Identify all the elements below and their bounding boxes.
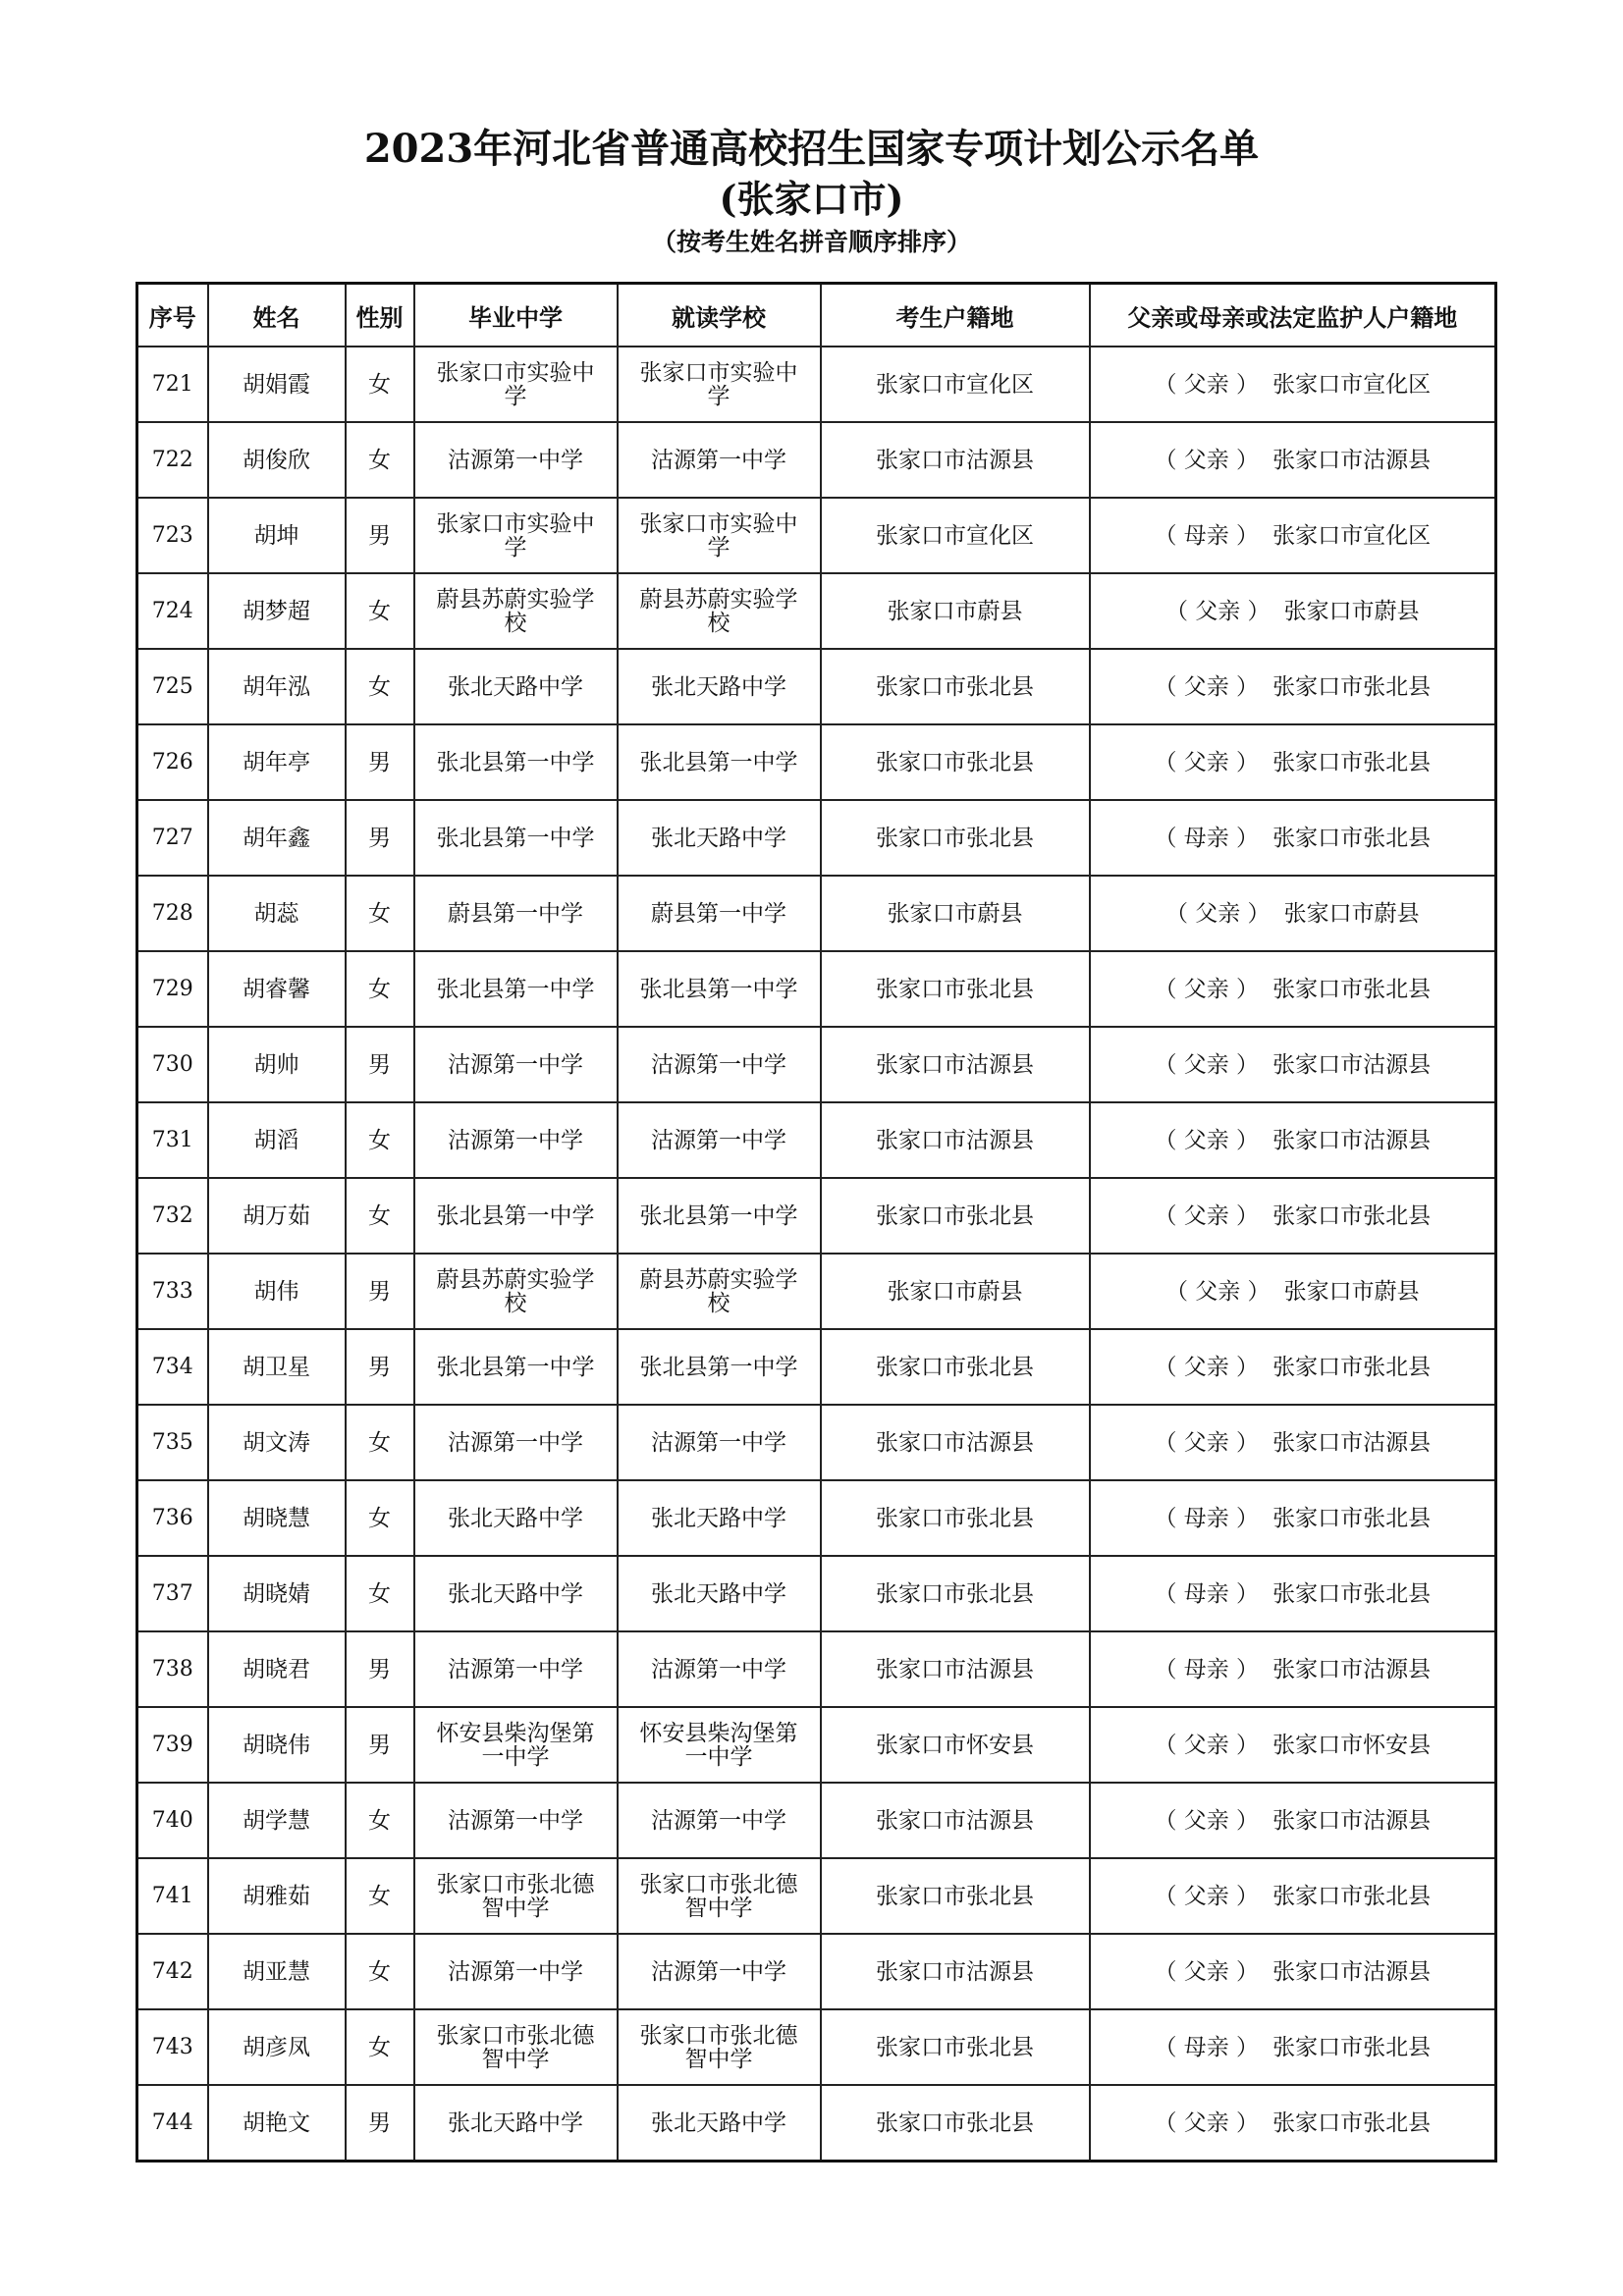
candidate-domicile: 张家口市沽源县 xyxy=(821,1783,1090,1858)
row-number: 740 xyxy=(137,1783,208,1858)
candidate-name: 胡雅茹 xyxy=(208,1858,346,1934)
graduation-school: 张北天路中学 xyxy=(414,2085,618,2162)
guardian-place: 张家口市沽源县 xyxy=(1272,1807,1432,1834)
guardian-relation: （ 父亲 ） xyxy=(1154,1051,1260,1078)
row-number: 729 xyxy=(137,951,208,1027)
current-school: 张北天路中学 xyxy=(618,2085,821,2162)
guardian-relation: （ 父亲 ） xyxy=(1154,749,1260,775)
candidate-name: 胡彦凤 xyxy=(208,2009,346,2085)
table-row xyxy=(137,1631,1496,1707)
guardian-domicile xyxy=(1090,1254,1496,1329)
guardian-domicile xyxy=(1090,422,1496,498)
guardian-place: 张家口市沽源县 xyxy=(1272,1958,1432,1985)
guardian-relation: （ 父亲 ） xyxy=(1154,371,1260,398)
current-school: 张北天路中学 xyxy=(618,649,821,724)
row-number: 743 xyxy=(137,2009,208,2085)
candidate-gender: 男 xyxy=(346,1254,414,1329)
candidate-gender: 女 xyxy=(346,1405,414,1480)
sort-note: （按考生姓名拼音顺序排序） xyxy=(651,228,971,256)
candidate-gender: 男 xyxy=(346,1027,414,1102)
graduation-school: 蔚县第一中学 xyxy=(414,876,618,951)
candidate-name: 胡文涛 xyxy=(208,1405,346,1480)
candidate-gender: 女 xyxy=(346,1102,414,1178)
table-row xyxy=(137,649,1496,724)
current-school: 蔚县苏蔚实验学校 xyxy=(618,573,821,649)
row-number: 744 xyxy=(137,2085,208,2162)
graduation-school: 张北天路中学 xyxy=(414,1556,618,1631)
row-number: 735 xyxy=(137,1405,208,1480)
graduation-school: 张家口市张北德智中学 xyxy=(414,1858,618,1934)
guardian-place: 张家口市张北县 xyxy=(1272,2034,1432,2060)
candidate-name: 胡伟 xyxy=(208,1254,346,1329)
candidate-gender: 女 xyxy=(346,1480,414,1556)
guardian-place: 张家口市宣化区 xyxy=(1272,371,1432,398)
row-number: 724 xyxy=(137,573,208,649)
header-domicile: 考生户籍地 xyxy=(821,284,1090,347)
guardian-relation: （ 母亲 ） xyxy=(1154,1656,1260,1682)
candidate-domicile: 张家口市张北县 xyxy=(821,2085,1090,2162)
row-number: 736 xyxy=(137,1480,208,1556)
row-number: 742 xyxy=(137,1934,208,2009)
graduation-school: 张北县第一中学 xyxy=(414,800,618,876)
candidate-domicile: 张家口市沽源县 xyxy=(821,1405,1090,1480)
candidate-domicile: 张家口市宣化区 xyxy=(821,498,1090,573)
candidate-name: 胡晓伟 xyxy=(208,1707,346,1783)
guardian-place: 张家口市张北县 xyxy=(1272,825,1432,851)
page-title: 2023年河北省普通高校招生国家专项计划公示名单 xyxy=(363,126,1260,172)
table-row xyxy=(137,1480,1496,1556)
guardian-relation: （ 母亲 ） xyxy=(1154,1505,1260,1531)
candidate-domicile: 张家口市张北县 xyxy=(821,1858,1090,1934)
candidate-gender: 男 xyxy=(346,1631,414,1707)
guardian-relation: （ 父亲 ） xyxy=(1154,1354,1260,1380)
row-number: 732 xyxy=(137,1178,208,1254)
guardian-domicile xyxy=(1090,1631,1496,1707)
candidate-name: 胡年泓 xyxy=(208,649,346,724)
row-number: 739 xyxy=(137,1707,208,1783)
guardian-domicile xyxy=(1090,1858,1496,1934)
header-no: 序号 xyxy=(137,284,208,347)
guardian-domicile xyxy=(1090,1027,1496,1102)
candidate-domicile: 张家口市张北县 xyxy=(821,724,1090,800)
current-school: 沽源第一中学 xyxy=(618,1405,821,1480)
guardian-place: 张家口市蔚县 xyxy=(1283,900,1420,927)
guardian-domicile xyxy=(1090,1480,1496,1556)
table-row xyxy=(137,724,1496,800)
current-school: 张家口市张北德智中学 xyxy=(618,2009,821,2085)
graduation-school: 蔚县苏蔚实验学校 xyxy=(414,1254,618,1329)
current-school: 怀安县柴沟堡第一中学 xyxy=(618,1707,821,1783)
current-school: 沽源第一中学 xyxy=(618,1102,821,1178)
guardian-domicile xyxy=(1090,1556,1496,1631)
guardian-relation: （ 母亲 ） xyxy=(1154,825,1260,851)
table-row xyxy=(137,2009,1496,2085)
table-row xyxy=(137,1707,1496,1783)
graduation-school: 沽源第一中学 xyxy=(414,422,618,498)
candidate-name: 胡卫星 xyxy=(208,1329,346,1405)
current-school: 张北天路中学 xyxy=(618,1480,821,1556)
row-number: 738 xyxy=(137,1631,208,1707)
table-row xyxy=(137,876,1496,951)
table-row xyxy=(137,1178,1496,1254)
guardian-relation: （ 父亲 ） xyxy=(1154,1883,1260,1909)
candidate-name: 胡坤 xyxy=(208,498,346,573)
candidate-gender: 女 xyxy=(346,1858,414,1934)
guardian-domicile xyxy=(1090,649,1496,724)
table-row xyxy=(137,1329,1496,1405)
guardian-relation: （ 父亲 ） xyxy=(1164,1278,1271,1305)
table-row xyxy=(137,1405,1496,1480)
candidate-domicile: 张家口市沽源县 xyxy=(821,1934,1090,2009)
graduation-school: 张家口市实验中学 xyxy=(414,347,618,422)
candidate-domicile: 张家口市张北县 xyxy=(821,1480,1090,1556)
guardian-relation: （ 母亲 ） xyxy=(1154,522,1260,549)
guardian-relation: （ 父亲 ） xyxy=(1154,1127,1260,1153)
guardian-place: 张家口市张北县 xyxy=(1272,1883,1432,1909)
guardian-relation: （ 父亲 ） xyxy=(1154,447,1260,473)
header-name: 姓名 xyxy=(208,284,346,347)
guardian-relation: （ 父亲 ） xyxy=(1154,976,1260,1002)
candidate-gender: 男 xyxy=(346,1707,414,1783)
candidate-gender: 女 xyxy=(346,951,414,1027)
guardian-relation: （ 母亲 ） xyxy=(1154,1580,1260,1607)
candidate-gender: 女 xyxy=(346,649,414,724)
guardian-relation: （ 父亲 ） xyxy=(1154,1807,1260,1834)
guardian-domicile xyxy=(1090,573,1496,649)
graduation-school: 张家口市实验中学 xyxy=(414,498,618,573)
table-row xyxy=(137,2085,1496,2162)
table-row xyxy=(137,498,1496,573)
candidate-name: 胡万茹 xyxy=(208,1178,346,1254)
candidate-domicile: 张家口市宣化区 xyxy=(821,347,1090,422)
candidate-domicile: 张家口市沽源县 xyxy=(821,1102,1090,1178)
candidate-name: 胡艳文 xyxy=(208,2085,346,2162)
guardian-domicile xyxy=(1090,498,1496,573)
current-school: 沽源第一中学 xyxy=(618,1783,821,1858)
row-number: 722 xyxy=(137,422,208,498)
guardian-place: 张家口市沽源县 xyxy=(1272,1656,1432,1682)
table-row xyxy=(137,573,1496,649)
candidate-name: 胡睿馨 xyxy=(208,951,346,1027)
table-row xyxy=(137,347,1496,422)
candidate-domicile: 张家口市张北县 xyxy=(821,1329,1090,1405)
candidate-gender: 女 xyxy=(346,573,414,649)
candidate-name: 胡学慧 xyxy=(208,1783,346,1858)
guardian-place: 张家口市沽源县 xyxy=(1272,1051,1432,1078)
candidate-gender: 女 xyxy=(346,347,414,422)
candidate-name: 胡帅 xyxy=(208,1027,346,1102)
current-school: 沽源第一中学 xyxy=(618,1631,821,1707)
candidate-name: 胡晓君 xyxy=(208,1631,346,1707)
row-number: 737 xyxy=(137,1556,208,1631)
current-school: 张北县第一中学 xyxy=(618,951,821,1027)
candidate-domicile: 张家口市怀安县 xyxy=(821,1707,1090,1783)
current-school: 蔚县苏蔚实验学校 xyxy=(618,1254,821,1329)
candidate-gender: 男 xyxy=(346,724,414,800)
current-school: 沽源第一中学 xyxy=(618,1027,821,1102)
guardian-domicile xyxy=(1090,1178,1496,1254)
guardian-relation: （ 父亲 ） xyxy=(1154,1429,1260,1456)
candidate-gender: 女 xyxy=(346,1178,414,1254)
guardian-domicile xyxy=(1090,876,1496,951)
row-number: 726 xyxy=(137,724,208,800)
guardian-domicile xyxy=(1090,1102,1496,1178)
graduation-school: 张北县第一中学 xyxy=(414,724,618,800)
candidate-gender: 女 xyxy=(346,1783,414,1858)
graduation-school: 蔚县苏蔚实验学校 xyxy=(414,573,618,649)
table-header-row xyxy=(137,284,1496,347)
guardian-place: 张家口市怀安县 xyxy=(1272,1732,1432,1758)
graduation-school: 张北天路中学 xyxy=(414,649,618,724)
candidate-name: 胡年鑫 xyxy=(208,800,346,876)
current-school: 张家口市实验中学 xyxy=(618,347,821,422)
candidate-domicile: 张家口市沽源县 xyxy=(821,1027,1090,1102)
guardian-relation: （ 父亲 ） xyxy=(1164,900,1271,927)
graduation-school: 怀安县柴沟堡第一中学 xyxy=(414,1707,618,1783)
table-row xyxy=(137,1783,1496,1858)
guardian-domicile xyxy=(1090,2085,1496,2162)
candidate-name: 胡娟霞 xyxy=(208,347,346,422)
current-school: 张家口市实验中学 xyxy=(618,498,821,573)
table-row xyxy=(137,1934,1496,2009)
graduation-school: 沽源第一中学 xyxy=(414,1102,618,1178)
guardian-domicile xyxy=(1090,1329,1496,1405)
candidate-name: 胡梦超 xyxy=(208,573,346,649)
candidate-domicile: 张家口市张北县 xyxy=(821,2009,1090,2085)
candidate-name: 胡俊欣 xyxy=(208,422,346,498)
candidate-gender: 男 xyxy=(346,800,414,876)
graduation-school: 张北县第一中学 xyxy=(414,1329,618,1405)
graduation-school: 沽源第一中学 xyxy=(414,1783,618,1858)
table-row xyxy=(137,1027,1496,1102)
guardian-domicile xyxy=(1090,724,1496,800)
current-school: 张北县第一中学 xyxy=(618,1329,821,1405)
candidate-gender: 男 xyxy=(346,1329,414,1405)
candidate-domicile: 张家口市张北县 xyxy=(821,1556,1090,1631)
candidate-gender: 女 xyxy=(346,2009,414,2085)
guardian-place: 张家口市张北县 xyxy=(1272,976,1432,1002)
candidate-domicile: 张家口市张北县 xyxy=(821,1178,1090,1254)
header-grad-school: 毕业中学 xyxy=(414,284,618,347)
current-school: 张北县第一中学 xyxy=(618,724,821,800)
candidate-gender: 女 xyxy=(346,422,414,498)
row-number: 727 xyxy=(137,800,208,876)
guardian-place: 张家口市蔚县 xyxy=(1283,598,1420,624)
header-guardian-domicile: 父亲或母亲或法定监护人户籍地 xyxy=(1090,284,1496,347)
current-school: 张家口市张北德智中学 xyxy=(618,1858,821,1934)
guardian-place: 张家口市蔚县 xyxy=(1283,1278,1420,1305)
table-row xyxy=(137,1556,1496,1631)
candidate-gender: 女 xyxy=(346,1556,414,1631)
guardian-domicile xyxy=(1090,951,1496,1027)
graduation-school: 张北天路中学 xyxy=(414,1480,618,1556)
guardian-place: 张家口市张北县 xyxy=(1272,1202,1432,1229)
guardian-place: 张家口市张北县 xyxy=(1272,673,1432,700)
row-number: 730 xyxy=(137,1027,208,1102)
current-school: 张北县第一中学 xyxy=(618,1178,821,1254)
guardian-domicile xyxy=(1090,1707,1496,1783)
table-row xyxy=(137,1102,1496,1178)
row-number: 721 xyxy=(137,347,208,422)
guardian-place: 张家口市张北县 xyxy=(1272,1580,1432,1607)
candidate-gender: 男 xyxy=(346,498,414,573)
current-school: 沽源第一中学 xyxy=(618,1934,821,2009)
row-number: 731 xyxy=(137,1102,208,1178)
row-number: 734 xyxy=(137,1329,208,1405)
graduation-school: 张北县第一中学 xyxy=(414,1178,618,1254)
candidate-domicile: 张家口市蔚县 xyxy=(821,1254,1090,1329)
guardian-place: 张家口市张北县 xyxy=(1272,1505,1432,1531)
candidate-domicile: 张家口市张北县 xyxy=(821,951,1090,1027)
guardian-place: 张家口市沽源县 xyxy=(1272,1127,1432,1153)
row-number: 725 xyxy=(137,649,208,724)
graduation-school: 沽源第一中学 xyxy=(414,1405,618,1480)
guardian-domicile xyxy=(1090,2009,1496,2085)
guardian-domicile xyxy=(1090,347,1496,422)
candidate-name: 胡蕊 xyxy=(208,876,346,951)
graduation-school: 沽源第一中学 xyxy=(414,1934,618,2009)
candidate-gender: 女 xyxy=(346,1934,414,2009)
guardian-relation: （ 父亲 ） xyxy=(1154,1958,1260,1985)
graduation-school: 张北县第一中学 xyxy=(414,951,618,1027)
graduation-school: 沽源第一中学 xyxy=(414,1631,618,1707)
guardian-relation: （ 父亲 ） xyxy=(1164,598,1271,624)
candidate-domicile: 张家口市张北县 xyxy=(821,800,1090,876)
guardian-relation: （ 父亲 ） xyxy=(1154,2109,1260,2136)
current-school: 蔚县第一中学 xyxy=(618,876,821,951)
row-number: 733 xyxy=(137,1254,208,1329)
guardian-relation: （ 父亲 ） xyxy=(1154,673,1260,700)
header-current-school: 就读学校 xyxy=(618,284,821,347)
current-school: 沽源第一中学 xyxy=(618,422,821,498)
header-gender: 性别 xyxy=(346,284,414,347)
graduation-school: 张家口市张北德智中学 xyxy=(414,2009,618,2085)
guardian-place: 张家口市沽源县 xyxy=(1272,447,1432,473)
guardian-place: 张家口市沽源县 xyxy=(1272,1429,1432,1456)
candidate-name: 胡年亭 xyxy=(208,724,346,800)
candidate-domicile: 张家口市沽源县 xyxy=(821,422,1090,498)
guardian-domicile xyxy=(1090,1783,1496,1858)
row-number: 728 xyxy=(137,876,208,951)
candidate-domicile: 张家口市蔚县 xyxy=(821,876,1090,951)
table-row xyxy=(137,1254,1496,1329)
table-row xyxy=(137,422,1496,498)
current-school: 张北天路中学 xyxy=(618,1556,821,1631)
candidate-domicile: 张家口市蔚县 xyxy=(821,573,1090,649)
candidate-gender: 女 xyxy=(346,876,414,951)
row-number: 741 xyxy=(137,1858,208,1934)
page-subtitle: (张家口市) xyxy=(719,177,904,221)
guardian-place: 张家口市张北县 xyxy=(1272,2109,1432,2136)
candidate-name: 胡亚慧 xyxy=(208,1934,346,2009)
guardian-relation: （ 父亲 ） xyxy=(1154,1732,1260,1758)
guardian-relation: （ 父亲 ） xyxy=(1154,1202,1260,1229)
candidate-domicile: 张家口市张北县 xyxy=(821,649,1090,724)
candidate-table xyxy=(135,282,1497,2163)
guardian-relation: （ 母亲 ） xyxy=(1154,2034,1260,2060)
candidate-name: 胡晓婧 xyxy=(208,1556,346,1631)
guardian-place: 张家口市张北县 xyxy=(1272,749,1432,775)
guardian-domicile xyxy=(1090,1934,1496,2009)
table-row xyxy=(137,1858,1496,1934)
guardian-domicile xyxy=(1090,800,1496,876)
candidate-name: 胡晓慧 xyxy=(208,1480,346,1556)
table-row xyxy=(137,951,1496,1027)
candidate-name: 胡滔 xyxy=(208,1102,346,1178)
graduation-school: 沽源第一中学 xyxy=(414,1027,618,1102)
guardian-place: 张家口市张北县 xyxy=(1272,1354,1432,1380)
current-school: 张北天路中学 xyxy=(618,800,821,876)
candidate-gender: 男 xyxy=(346,2085,414,2162)
row-number: 723 xyxy=(137,498,208,573)
table-row xyxy=(137,800,1496,876)
candidate-domicile: 张家口市沽源县 xyxy=(821,1631,1090,1707)
guardian-place: 张家口市宣化区 xyxy=(1272,522,1432,549)
guardian-domicile xyxy=(1090,1405,1496,1480)
